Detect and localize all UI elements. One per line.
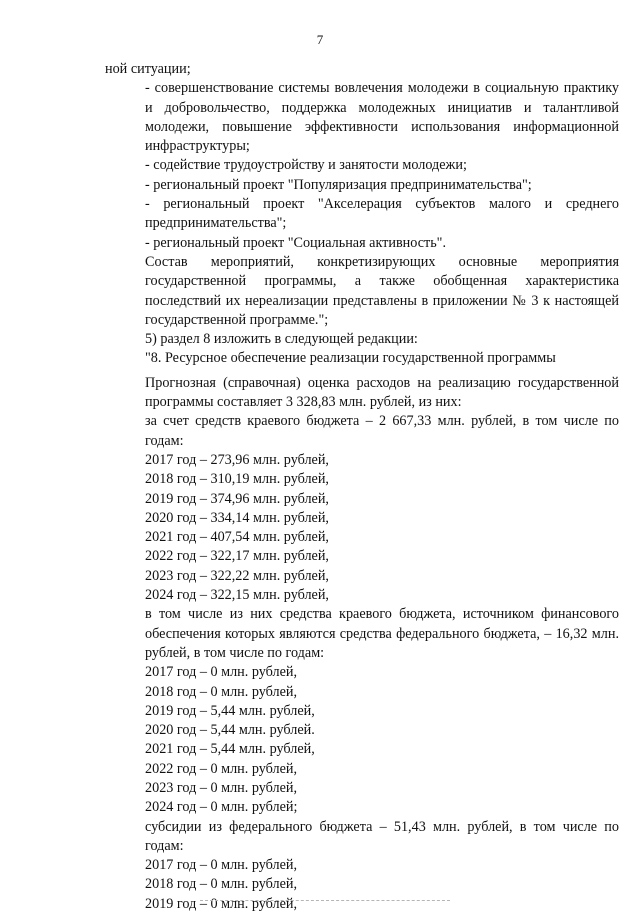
year-line: 2021 год – 5,44 млн. рублей, bbox=[145, 741, 315, 758]
year-line: 2018 год – 0 млн. рублей, bbox=[145, 683, 298, 700]
year-line: 2020 год – 334,14 млн. рублей, bbox=[145, 509, 329, 526]
list-item: - содействие трудоустройству и занятости молодежи; bbox=[145, 157, 467, 174]
paragraph: Состав мероприятий, конкретизирующих основные мероприятия государственной программы, а также обобщенная характеристика последствий их нереализации представлены в приложении № 3 к настоящей государственной программе."; bbox=[145, 253, 619, 328]
scan-edge-artifact bbox=[200, 900, 450, 902]
text-line: ной ситуации; bbox=[105, 61, 191, 77]
year-line: 2019 год – 374,96 млн. рублей, bbox=[145, 490, 329, 507]
paragraph: Прогнозная (справочная) оценка расходов на реализацию государственной программы составляет 3 328,83 млн. рублей, из них: bbox=[145, 374, 619, 411]
year-line: 2022 год – 322,17 млн. рублей, bbox=[145, 548, 329, 565]
year-line: 2021 год – 407,54 млн. рублей, bbox=[145, 529, 329, 546]
year-line: 2020 год – 5,44 млн. рублей. bbox=[145, 722, 315, 739]
year-line: 2024 год – 322,15 млн. рублей, bbox=[145, 587, 329, 604]
year-line: 2022 год – 0 млн. рублей, bbox=[145, 760, 298, 777]
year-line: 2018 год – 310,19 млн. рублей, bbox=[145, 471, 329, 488]
list-item: - совершенствование системы вовлечения молодежи в социальную практику и добровольчество, поддержка молодежных инициатив и талантливой молодежи, повышение эффективности использования информационной инфраструктуры; bbox=[145, 80, 619, 155]
paragraph: 5) раздел 8 изложить в следующей редакции: bbox=[145, 331, 418, 348]
paragraph: в том числе из них средства краевого бюджета, источником финансового обеспечения которых являются средства федерального бюджета, – 16,32 млн. рублей, в том числе по годам: bbox=[145, 606, 619, 661]
paragraph: субсидии из федерального бюджета – 51,43 млн. рублей, в том числе по годам: bbox=[145, 818, 619, 854]
year-line: 2023 год – 0 млн. рублей, bbox=[145, 779, 298, 796]
year-line: 2024 год – 0 млн. рублей; bbox=[145, 799, 298, 816]
page-number: 7 bbox=[316, 32, 324, 47]
year-line: 2018 год – 0 млн. рублей, bbox=[145, 876, 298, 893]
year-line: 2023 год – 322,22 млн. рублей, bbox=[145, 567, 329, 584]
list-item: - региональный проект "Акселерация субъектов малого и среднего предпринимательства"; bbox=[145, 196, 619, 232]
section-heading: "8. Ресурсное обеспечение реализации государственной программы bbox=[145, 350, 556, 367]
paragraph: за счет средств краевого бюджета – 2 667,33 млн. рублей, в том числе по годам: bbox=[145, 413, 619, 449]
year-line: 2019 год – 0 млн. рублей, bbox=[145, 895, 298, 912]
year-line: 2017 год – 0 млн. рублей, bbox=[145, 857, 298, 874]
year-line: 2019 год – 5,44 млн. рублей, bbox=[145, 702, 315, 719]
document-body bbox=[105, 60, 619, 914]
year-line: 2017 год – 0 млн. рублей, bbox=[145, 664, 298, 681]
year-line: 2017 год – 273,96 млн. рублей, bbox=[145, 451, 329, 468]
list-item: - региональный проект "Социальная активность". bbox=[145, 234, 447, 251]
list-item: - региональный проект "Популяризация предпринимательства"; bbox=[145, 176, 532, 193]
